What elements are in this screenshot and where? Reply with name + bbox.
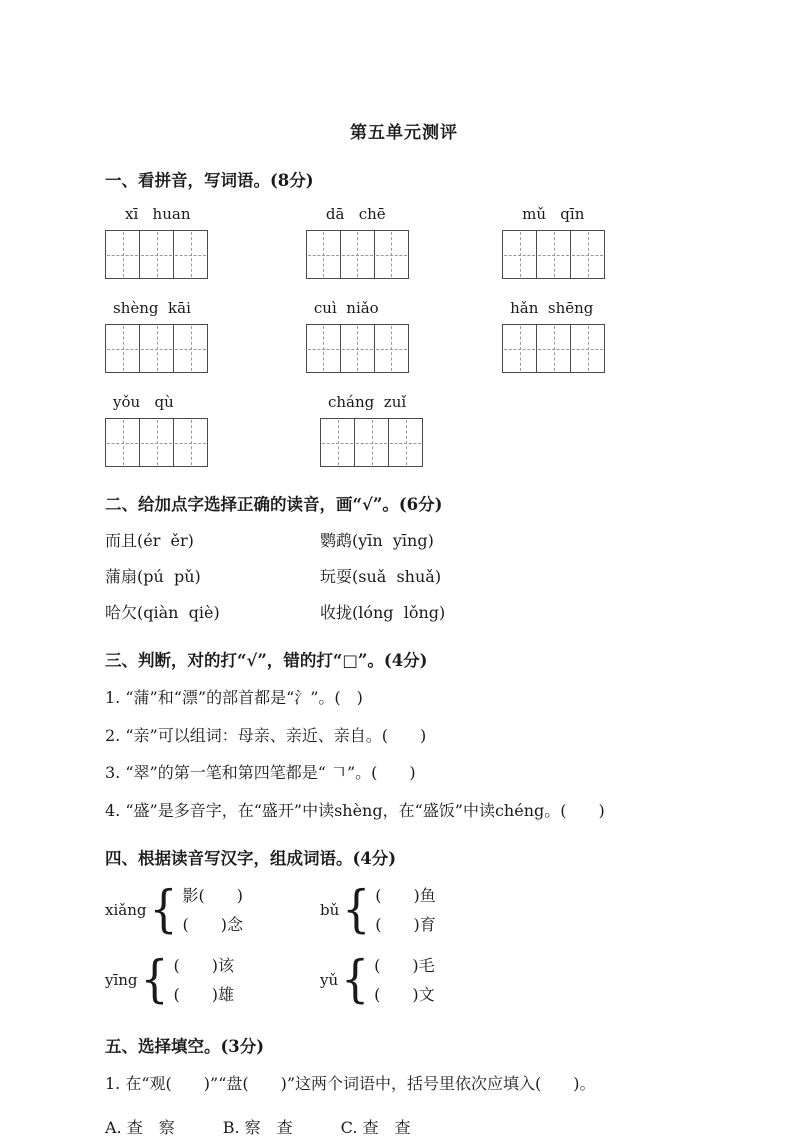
pronunciation-item: 收拢(lóng lǒng) bbox=[320, 603, 446, 622]
pinyin-grid-row-1 bbox=[105, 205, 703, 279]
pinyin-grid-block bbox=[502, 299, 703, 373]
word-lines bbox=[174, 951, 235, 1009]
grid-cell[interactable] bbox=[571, 231, 604, 278]
section3-heading: 三、判断，对的打“√”，错的打“□”。(4分) bbox=[105, 651, 428, 670]
word-line: ( )文 bbox=[374, 985, 435, 1005]
pronunciation-row bbox=[105, 564, 703, 587]
judgment-item: 1. “蒲”和“漂”的部首都是“氵”。( ) bbox=[105, 688, 363, 707]
writing-grid bbox=[105, 230, 208, 279]
grid-cell[interactable] bbox=[140, 419, 174, 466]
writing-grid bbox=[502, 324, 605, 373]
pronunciation-item: 哈欠(qiàn qiè) bbox=[105, 603, 220, 622]
judgment-item: 4. “盛”是多音字，在“盛开”中读shèng，在“盛饭”中读chéng。( ) bbox=[105, 800, 605, 820]
word-line: 影( ) bbox=[182, 886, 243, 906]
pinyin-label: yǒu qù bbox=[113, 393, 174, 411]
writing-grid bbox=[105, 324, 208, 373]
grid-cell[interactable] bbox=[140, 231, 174, 278]
section1-heading: 一、看拼音，写词语。(8分) bbox=[105, 171, 314, 190]
section4-heading: 四、根据读音写汉字，组成词语。(4分) bbox=[105, 849, 397, 869]
grid-cell[interactable] bbox=[571, 325, 604, 372]
pinyin-label: dā chē bbox=[325, 205, 386, 223]
word-line: ( )雄 bbox=[173, 985, 235, 1005]
judgment-item: 3. “翠”的第一笔和第四笔都是“ 𠃍”。( ) bbox=[105, 763, 416, 783]
writing-grid bbox=[105, 418, 208, 467]
word-group-row bbox=[105, 881, 703, 939]
pinyin-grid-block bbox=[502, 205, 703, 279]
pinyin-label: yǔ bbox=[320, 971, 339, 990]
grid-cell[interactable] bbox=[307, 325, 341, 372]
answer-options: A. 查 察 B. 察 查 C. 查 查 bbox=[105, 1117, 411, 1137]
writing-grid bbox=[306, 324, 409, 373]
pinyin-label: bǔ bbox=[320, 901, 340, 920]
grid-cell[interactable] bbox=[389, 419, 422, 466]
judgment-item: 2. “亲”可以组词：母亲、亲近、亲自。( ) bbox=[105, 725, 427, 745]
page-title: 第五单元测评 bbox=[350, 123, 458, 143]
grid-cell[interactable] bbox=[106, 325, 140, 372]
grid-cell[interactable] bbox=[174, 419, 207, 466]
grid-cell[interactable] bbox=[537, 325, 571, 372]
word-lines bbox=[375, 881, 436, 939]
pinyin-label: yīng bbox=[105, 971, 138, 990]
section2-heading: 二、给加点字选择正确的读音，画“√”。(6分) bbox=[105, 495, 443, 514]
word-group bbox=[105, 951, 320, 1009]
section5-heading: 五、选择填空。(3分) bbox=[105, 1037, 265, 1057]
word-line: ( )鱼 bbox=[375, 886, 436, 906]
pinyin-grid-block bbox=[306, 299, 502, 373]
pinyin-grid-block bbox=[105, 393, 320, 467]
grid-cell[interactable] bbox=[140, 325, 174, 372]
pinyin-label: xiǎng bbox=[105, 901, 147, 920]
grid-cell[interactable] bbox=[503, 231, 537, 278]
pronunciation-item: 鹦鹉(yīn yīng) bbox=[320, 531, 434, 550]
pronunciation-row bbox=[105, 600, 703, 623]
brace-glyph: { bbox=[342, 880, 371, 940]
pinyin-grid-row-3 bbox=[105, 393, 703, 467]
writing-grid bbox=[320, 418, 423, 467]
writing-grid bbox=[306, 230, 409, 279]
grid-cell[interactable] bbox=[341, 231, 375, 278]
pinyin-grid-block bbox=[105, 205, 306, 279]
pinyin-grid-block bbox=[306, 205, 502, 279]
pronunciation-row bbox=[105, 528, 703, 551]
grid-cell[interactable] bbox=[375, 231, 408, 278]
word-lines bbox=[374, 951, 435, 1009]
word-group-row bbox=[105, 951, 703, 1009]
grid-cell[interactable] bbox=[355, 419, 389, 466]
writing-grid bbox=[502, 230, 605, 279]
grid-cell[interactable] bbox=[537, 231, 571, 278]
grid-cell[interactable] bbox=[106, 419, 140, 466]
grid-cell[interactable] bbox=[106, 231, 140, 278]
pronunciation-item: 玩耍(suǎ shuǎ) bbox=[320, 567, 442, 586]
word-group bbox=[320, 951, 535, 1009]
grid-cell[interactable] bbox=[174, 231, 207, 278]
word-group bbox=[320, 881, 535, 939]
word-lines bbox=[182, 881, 243, 939]
pinyin-label: cuì niǎo bbox=[313, 299, 379, 317]
grid-cell[interactable] bbox=[174, 325, 207, 372]
question-text: 1. 在“观( )”“盘( )”这两个词语中，括号里依次应填入( )。 bbox=[105, 1074, 596, 1094]
pinyin-grid-block bbox=[320, 393, 530, 467]
brace-glyph: { bbox=[341, 950, 370, 1010]
grid-cell[interactable] bbox=[341, 325, 375, 372]
pinyin-label: cháng zuǐ bbox=[328, 393, 407, 411]
brace-glyph: { bbox=[140, 950, 169, 1010]
grid-cell[interactable] bbox=[321, 419, 355, 466]
word-line: ( )该 bbox=[173, 956, 235, 976]
word-line: ( )育 bbox=[375, 915, 436, 935]
pinyin-grid-row-2 bbox=[105, 299, 703, 373]
word-line: ( )念 bbox=[182, 915, 243, 935]
grid-cell[interactable] bbox=[307, 231, 341, 278]
grid-cell[interactable] bbox=[375, 325, 408, 372]
pinyin-grid-block bbox=[105, 299, 306, 373]
pronunciation-item: 蒲扇(pú pǔ) bbox=[105, 567, 201, 586]
word-group bbox=[105, 881, 320, 939]
pinyin-label: hǎn shēng bbox=[510, 299, 594, 317]
pinyin-label: mǔ qīn bbox=[522, 205, 585, 223]
grid-cell[interactable] bbox=[503, 325, 537, 372]
pinyin-label: shèng kāi bbox=[113, 299, 191, 317]
word-line: ( )毛 bbox=[374, 956, 435, 976]
pinyin-label: xī huan bbox=[125, 205, 191, 223]
pronunciation-item: 而且(ér ěr) bbox=[105, 531, 194, 550]
brace-glyph: { bbox=[149, 880, 178, 940]
